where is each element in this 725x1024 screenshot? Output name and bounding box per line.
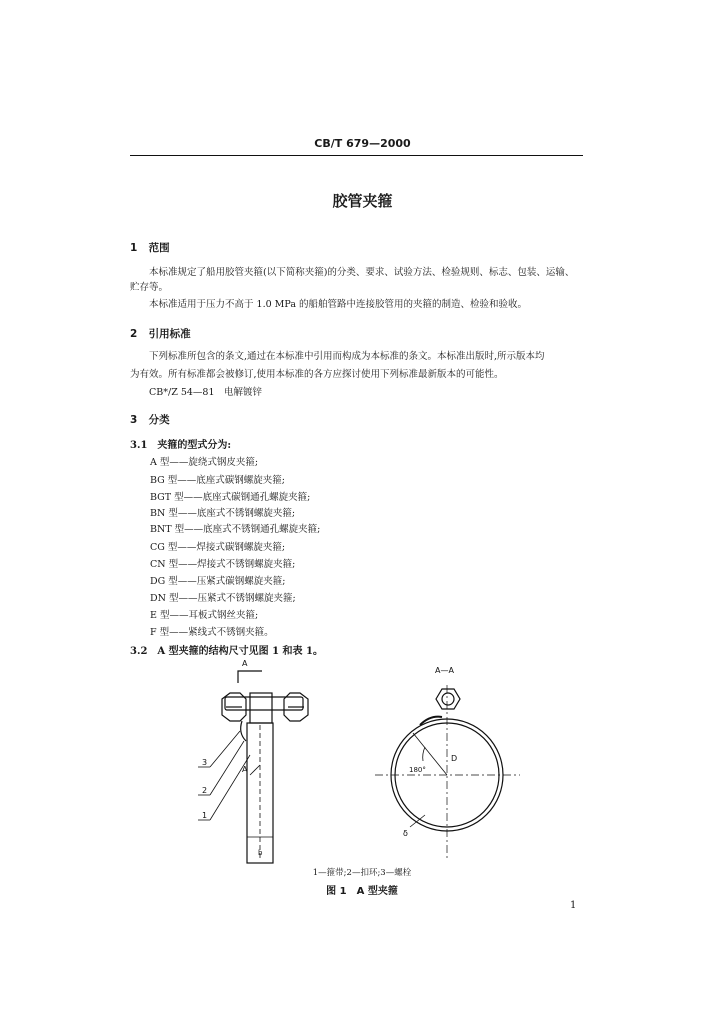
section-number: 1 bbox=[130, 242, 138, 254]
clamp-band bbox=[225, 697, 303, 710]
section-cut-marker bbox=[238, 671, 262, 683]
front-view bbox=[198, 671, 308, 863]
type-item: BG 型——底座式碳钢螺旋夹箍; bbox=[150, 475, 285, 486]
section-number: 2 bbox=[130, 328, 138, 340]
paragraph-continuation: 为有效。所有标准都会被修订,使用本标准的各方应探讨使用下列标准最新版本的可能性。 bbox=[130, 369, 504, 380]
section-2-heading bbox=[130, 326, 191, 341]
section-1-heading bbox=[130, 240, 170, 255]
label-angle: 180° bbox=[409, 766, 426, 774]
subsection-3-2: 3.2 A 型夹箍的结构尺寸见图 1 和表 1。 bbox=[130, 646, 323, 657]
type-item: CN 型——焊接式不锈钢螺旋夹箍; bbox=[150, 559, 296, 570]
paragraph: 下列标准所包含的条文,通过在本标准中引用而构成为本标准的条文。本标准出版时,所示版本均 bbox=[149, 351, 545, 362]
standard-code-header: CB/T 679—2000 bbox=[314, 137, 411, 150]
label-2: 2 bbox=[202, 786, 208, 795]
buckle bbox=[241, 721, 246, 741]
label-3: 3 bbox=[202, 758, 208, 767]
document-title: 胶管夹箍 bbox=[332, 192, 393, 210]
page-number: 1 bbox=[570, 900, 577, 911]
section-3-heading bbox=[130, 412, 170, 427]
paragraph: 本标准适用于压力不高于 1.0 MPa 的船舶管路中连接胶管用的夹箍的制造、检验和验收。 bbox=[149, 299, 528, 310]
section-title: 引用标准 bbox=[148, 328, 191, 340]
type-item: E 型——耳板式钢丝夹箍; bbox=[150, 610, 259, 621]
label-a-top: A bbox=[242, 659, 248, 668]
paragraph: 本标准规定了船用胶管夹箍(以下简称夹箍)的分类、要求、试验方法、检验规则、标志、包装、运输、 bbox=[149, 267, 575, 278]
figure-legend: 1—箍带;2—扣环;3—螺栓 bbox=[312, 868, 412, 878]
type-item: DG 型——压紧式碳钢螺旋夹箍; bbox=[150, 576, 286, 587]
type-item: A 型——旋绕式钢皮夹箍; bbox=[150, 457, 259, 468]
type-item: BN 型——底座式不锈钢螺旋夹箍; bbox=[150, 508, 296, 519]
label-section-aa: A—A bbox=[435, 666, 454, 675]
label-1: 1 bbox=[202, 811, 208, 820]
figure-1-drawing bbox=[180, 655, 540, 870]
label-diameter: D bbox=[451, 754, 458, 763]
type-item: BNT 型——底座式不锈钢通孔螺旋夹箍; bbox=[150, 524, 321, 535]
reference-standard: CB*/Z 54—81 电解镀锌 bbox=[149, 387, 262, 398]
section-view bbox=[375, 685, 520, 860]
label-a-side: A bbox=[242, 765, 248, 774]
section-number: 3 bbox=[130, 414, 138, 426]
section-title: 分类 bbox=[148, 414, 170, 426]
paragraph-continuation: 贮存等。 bbox=[130, 282, 169, 293]
label-b: b bbox=[258, 849, 263, 857]
type-item: BGT 型——底座式碳钢通孔螺旋夹箍; bbox=[150, 492, 311, 503]
label-thickness: δ bbox=[403, 829, 408, 838]
header-rule bbox=[130, 155, 583, 156]
type-item: F 型——紧线式不锈钢夹箍。 bbox=[150, 627, 274, 638]
type-item: CG 型——焊接式碳钢螺旋夹箍; bbox=[150, 542, 286, 553]
section-title: 范围 bbox=[148, 242, 170, 254]
top-nut bbox=[436, 689, 460, 709]
figure-title: 图 1 A 型夹箍 bbox=[326, 886, 398, 897]
type-item: DN 型——压紧式不锈钢螺旋夹箍; bbox=[150, 593, 296, 604]
subsection-3-1: 3.1 夹箍的型式分为: bbox=[130, 440, 232, 451]
